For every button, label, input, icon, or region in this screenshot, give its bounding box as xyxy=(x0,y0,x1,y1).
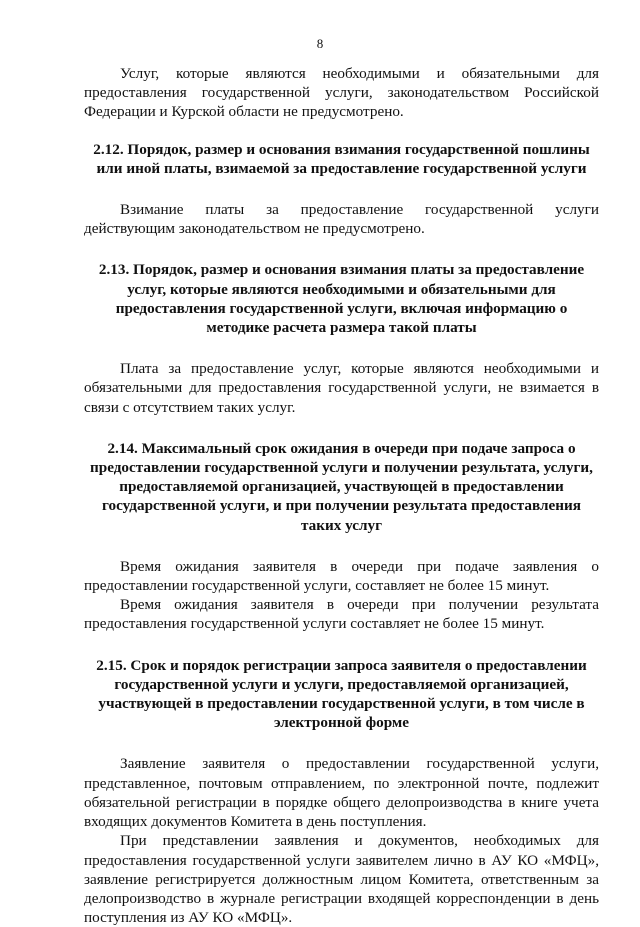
paragraph-no-fee-for-services: Плата за предоставление услуг, которые являются необходимыми и обязательными для предоставления государственной услуги, не взимается в связи с отсутствием таких услуг. xyxy=(84,360,599,416)
heading-2-12-state-fee: 2.12. Порядок, размер и основания взимания государственной пошлины или иной платы, взимаемой за предоставление государственной услуги xyxy=(93,140,590,177)
page-number: 8 xyxy=(316,36,324,51)
paragraph-registration-mfc: При представлении заявления и документов, необходимых для предоставления государственной услуги заявителем лично в АУ КО «МФЦ», заявление регистрируется должностным лицом Комитета, ответственным за делопроизводство в журнале регистрации входящей корреспонденции в день поступления из АУ КО «МФЦ». xyxy=(84,832,599,927)
heading-2-15-registration: 2.15. Срок и порядок регистрации запроса заявителя о предоставлении государственной услуги и услуги, предоставляемой организацией, участвующей в предоставлении государственной услуги, в том числе в электронной форме xyxy=(96,656,587,732)
heading-2-14-max-waiting-time: 2.14. Максимальный срок ожидания в очереди при подаче запроса о предоставлении государственной услуги и получении результата, услуги, предоставляемой организацией, участвующей в предоставлении государственной услуги, и при получении результата предоставления таких услуг xyxy=(90,439,593,534)
document-body xyxy=(84,64,599,927)
paragraph-fee-not-charged: Взимание платы за предоставление государственной услуги действующим законодательством не предусмотрено. xyxy=(84,201,599,238)
paragraph-waiting-time-submission: Время ожидания заявителя в очереди при подаче заявления о предоставлении государственной услуги, составляет не более 15 минут. xyxy=(84,557,599,595)
paragraph-services-not-required: Услуг, которые являются необходимыми и обязательными для предоставления государственной услуги, законодательством Российской Федерации и Курской области не предусмотрено. xyxy=(84,65,599,121)
heading-2-13-fee-for-required-services: 2.13. Порядок, размер и основания взимания платы за предоставление услуг, которые являются необходимыми и обязательными для предоставления государственной услуги, включая информацию о методике расчета размера такой платы xyxy=(98,261,585,337)
paragraph-registration-mail: Заявление заявителя о предоставлении государственной услуги, представленное, почтовым отправлением, по электронной почте, подлежит обязательной регистрации в порядке общего делопроизводства в книге учета входящих документов Комитета в день поступления. xyxy=(84,755,599,831)
paragraph-waiting-time-result: Время ожидания заявителя в очереди при получении результата предоставления государственной услуги составляет не более 15 минут. xyxy=(84,596,599,633)
